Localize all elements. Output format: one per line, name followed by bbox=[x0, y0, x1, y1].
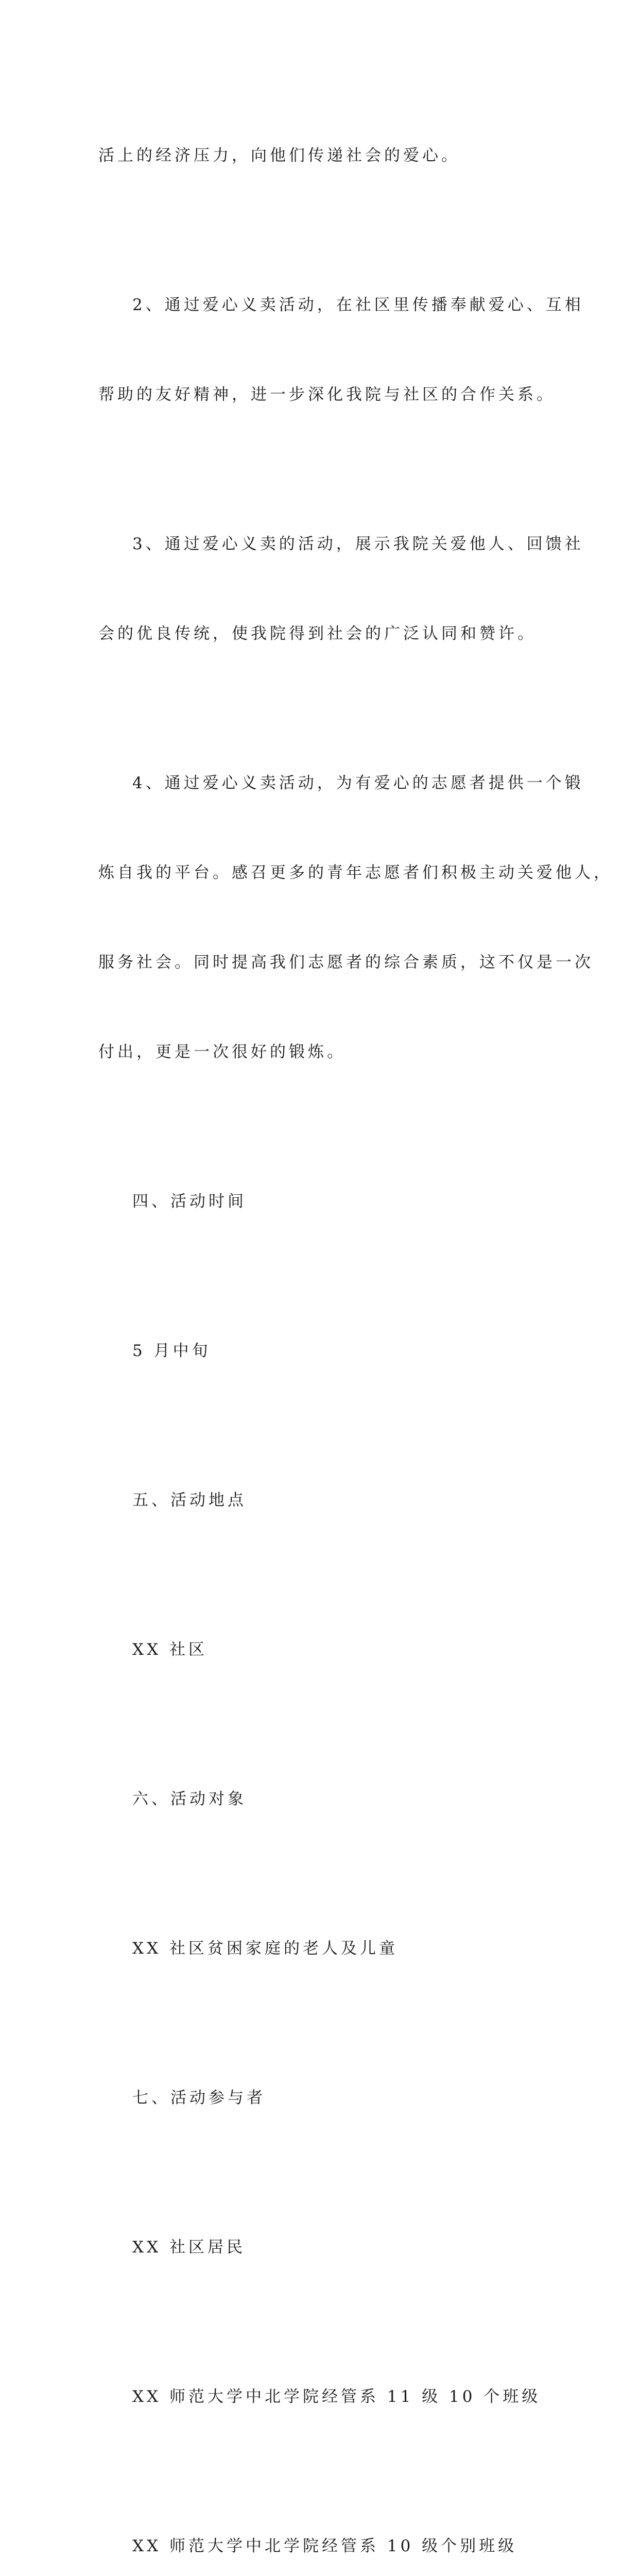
paragraph bbox=[98, 2471, 546, 2576]
paragraph bbox=[98, 469, 584, 708]
section-heading-target bbox=[98, 1724, 546, 1874]
text-line: 五、活动地点 bbox=[132, 1491, 247, 1510]
section-heading-participants bbox=[98, 2023, 546, 2173]
document-body bbox=[98, 81, 613, 2576]
text-line: 4、通过爱心义卖活动，为有爱心的志愿者提供一个锻 bbox=[132, 774, 584, 792]
paragraph bbox=[98, 81, 546, 230]
paragraph bbox=[98, 2322, 546, 2471]
text-line: 服务社会。同时提高我们志愿者的综合素质，这不仅是一次 bbox=[98, 953, 594, 972]
text-line: XX 社区 bbox=[132, 1640, 208, 1659]
text-line: 四、活动时间 bbox=[132, 1192, 247, 1211]
text-line: 会的优良传统，使我院得到社会的广泛认同和赞许。 bbox=[98, 624, 537, 643]
text-line: 2、通过爱心义卖活动，在社区里传播奉献爱心、互相 bbox=[132, 296, 584, 314]
text-line: 5 月中旬 bbox=[132, 1342, 211, 1360]
text-line: XX 师范大学中北学院经管系 10 级个别班级 bbox=[132, 2537, 517, 2555]
text-line: 活上的经济压力，向他们传递社会的爱心。 bbox=[98, 146, 460, 165]
text-line: 付出，更是一次很好的锻炼。 bbox=[98, 1043, 346, 1061]
paragraph bbox=[98, 2173, 546, 2322]
paragraph bbox=[98, 1276, 546, 1426]
section-heading-location bbox=[98, 1426, 546, 1575]
text-line: 七、活动参与者 bbox=[132, 2089, 266, 2107]
section-heading-time bbox=[98, 1127, 546, 1276]
text-line: XX 师范大学中北学院经管系 11 级 10 个班级 bbox=[132, 2387, 541, 2406]
paragraph bbox=[98, 230, 584, 469]
paragraph bbox=[98, 1575, 546, 1724]
text-line: 3、通过爱心义卖的活动，展示我院关爱他人、回馈社 bbox=[132, 535, 584, 553]
text-line: XX 社区居民 bbox=[132, 2238, 246, 2257]
paragraph bbox=[98, 708, 613, 1127]
text-line: 六、活动对象 bbox=[132, 1790, 247, 1808]
text-line: 炼自我的平台。感召更多的青年志愿者们积极主动关爱他人， bbox=[98, 863, 613, 882]
paragraph bbox=[98, 1874, 546, 2023]
text-line: 帮助的友好精神，进一步深化我院与社区的合作关系。 bbox=[98, 385, 556, 404]
text-line: XX 社区贫困家庭的老人及儿童 bbox=[132, 1939, 398, 1958]
